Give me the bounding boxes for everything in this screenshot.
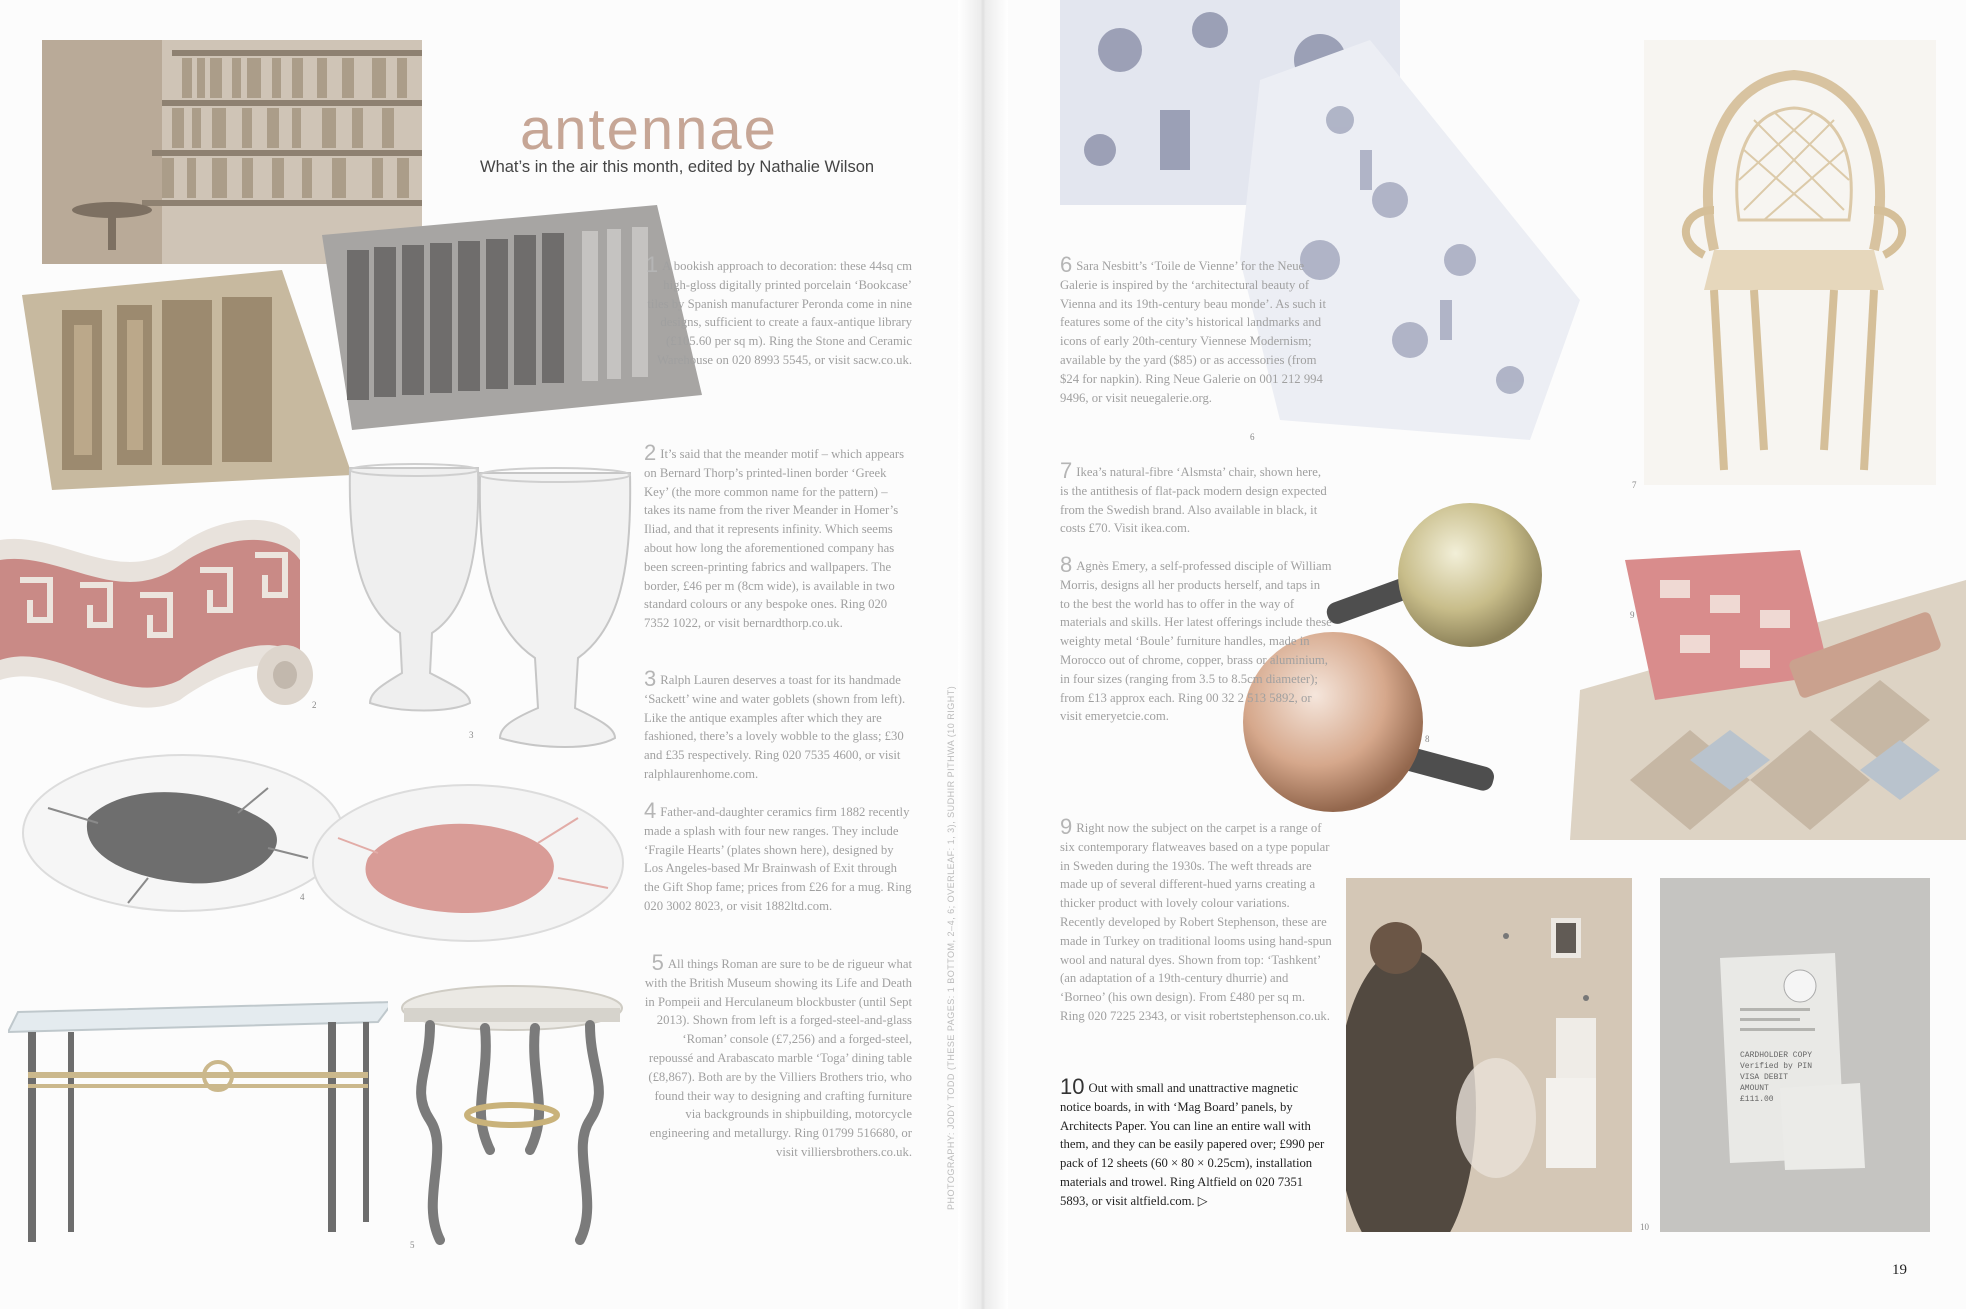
photo-number: 4: [300, 892, 305, 902]
article-number: 4: [644, 798, 657, 823]
page-gutter: [958, 0, 1008, 1309]
receipt-line: AMOUNT: [1740, 1084, 1769, 1093]
article-number: 8: [1060, 552, 1073, 577]
fragile-hearts-plates-photo: [18, 748, 628, 948]
article-text: It’s said that the meander motif – which appears on Bernard Thorp’s printed-linen border ‘Greek Key’ (the more common name for the pattern) – takes its name from the river Meander in Homer’s Iliad, and that it represents infinity. Which seems about how long the aforementioned company has been screen-printing fabrics and wallpapers. The border, £46 per m (8cm wide), is available in two standard colours or any bespoke ones. Ring 020 7352 1022, or visit bernardthorp.co.uk.: [644, 447, 905, 631]
article-2: [644, 440, 912, 633]
receipt-line: VISA DEBIT: [1740, 1073, 1789, 1082]
photo-number: 8: [1425, 734, 1430, 744]
article-1: [640, 252, 912, 370]
mag-board-receipt-photo: [1660, 878, 1930, 1232]
article-text: Ikea’s natural-fibre ‘Alsmsta’ chair, shown here, is the antithesis of flat-pack modern design expected from the Swedish brand. Also available in black, it costs £70. Visit ikea.com.: [1060, 465, 1327, 536]
article-number: 7: [1060, 458, 1073, 483]
article-6: [1060, 252, 1332, 407]
greek-key-border-photo: [0, 500, 315, 710]
photo-number: 5: [410, 1240, 415, 1250]
receipt-line: CARDHOLDER COPY: [1740, 1051, 1813, 1060]
article-number: 5: [651, 950, 664, 975]
alsmsta-chair-photo: [1644, 40, 1936, 485]
receipt-line: £111.00: [1740, 1095, 1774, 1104]
photo-number: 2: [312, 700, 317, 710]
article-text: Father-and-daughter ceramics firm 1882 recently made a splash with four new ranges. They include ‘Fragile Hearts’ (plates shown here), designed by Los Angeles-based Mr Brainwash of Exit through the Gift Shop fame; prices from £26 for a mug. Ring 020 3002 8023, or visit 1882ltd.com.: [644, 805, 912, 913]
article-10: [1060, 1074, 1332, 1211]
photo-number: 6: [1250, 432, 1255, 442]
section-subtitle: What’s in the air this month, edited by Nathalie Wilson: [480, 158, 875, 176]
article-number: 3: [644, 666, 657, 691]
article-text: All things Roman are sure to be de rigueur what with the British Museum showing its Life and Death in Pompeii and Herculaneum blockbuster (until Sept 2013). Shown from left is a forged-steel-and-glass ‘Roman’ console (£7,256) and a forged-steel, repoussé and Arabascato marble ‘Toga’ dining table (£8,867). Both are by the Villiers Brothers trio, who found their way to designing and crafting furniture via backgrounds in shipbuilding, motorcycle engineering and metallurgy. Ring 01799 516680, or visit villiersbrothers.co.uk.: [644, 957, 912, 1159]
article-9: [1060, 814, 1332, 1026]
goblets-photo: [340, 458, 640, 758]
article-text: A bookish approach to decoration: these 44sq cm high-gloss digitally printed porcelain ‘Bookcase’ tiles by Spanish manufacturer Peronda come in nine designs, sufficient to create a faux-antique library (£105.60 per sq m). Ring the Stone and Ceramic Warehouse on 020 8993 5545, or visit sacw.co.uk.: [647, 259, 912, 367]
photo-number: 3: [469, 730, 474, 740]
article-number: 10: [1060, 1074, 1085, 1099]
article-5: [640, 950, 912, 1162]
article-text: Sara Nesbitt’s ‘Toile de Vienne’ for the Neue Galerie is inspired by the ‘architectural beauty of Vienna and its 19th-century beau monde’. As such it features some of the city’s historical landmarks and icons of early 20th-century Viennese Modernism; available by the yard ($85) or as accessories (from $24 for napkin). Ring Neue Galerie on 001 212 994 9496, or visit neuegalerie.org.: [1060, 259, 1326, 405]
article-3: [644, 666, 912, 784]
photo-number: 9: [1630, 610, 1635, 620]
mag-board-wall-photo: [1346, 878, 1632, 1232]
photo-credit-text: PHOTOGRAPHY: JODY TODD (THESE PAGES: 1 BOTTOM, 2–4, 6; OVERLEAF: 1, 3), SUDHIR PITHWA (10 RIGHT): [946, 685, 956, 1210]
section-title: antennae: [520, 97, 778, 162]
article-text: Agnès Emery, a self-professed disciple of William Morris, designs all her products herself, and taps in to the best the world has to offer in the way of materials and skills. Her latest offerings include these weighty metal ‘Boule’ furniture handles, made in Morocco out of chrome, copper, brass or aluminium, in four sizes (ranging from 3.5 to 8.5cm diameter); from £13 approx each. Ring 00 32 2 513 5892, or visit emeryetcie.com.: [1060, 559, 1332, 724]
photo-number: 7: [1632, 480, 1637, 490]
article-number: 1: [645, 252, 659, 277]
article-number: 2: [644, 440, 657, 465]
article-text: Out with small and unattractive magnetic notice boards, in with ‘Mag Board’ panels, by Architects Paper. You can line an entire wall with them, and they can be easily papered over; £990 per pack of 12 sheets (60 × 80 × 0.25cm), installation materials and trowel. Ring Altfield on 020 7351 5893, or visit altfield.com. ▷: [1060, 1081, 1325, 1208]
receipt-line: Verified by PIN: [1740, 1062, 1813, 1071]
toga-dining-table-photo: [390, 980, 630, 1262]
article-7: [1060, 458, 1332, 538]
bookcase-tiles-photo: [22, 205, 702, 490]
roman-console-photo: [8, 992, 388, 1252]
article-number: 6: [1060, 252, 1073, 277]
photo-number: 10: [1640, 1222, 1649, 1232]
article-number: 9: [1060, 814, 1073, 839]
photo-credit: [946, 685, 960, 1210]
article-4: [644, 798, 912, 916]
article-text: Right now the subject on the carpet is a range of six contemporary flatweaves based on a type popular in Sweden during the 1930s. The weft threads are made up of several different-hued yarns creating a thicker product with lovely colour variations. Recently developed by Robert Stephenson, these are made in Turkey on traditional looms using hand-spun wool and natural dyes. Shown from top: ‘Tashkent’ (an adaptation of a 19th-century dhurrie) and ‘Borneo’ (his own design). From £480 per sq m. Ring 020 7225 2343, or visit robertstephenson.co.uk.: [1060, 821, 1332, 1023]
flatweave-rugs-photo: [1570, 540, 1966, 840]
page-number: 19: [1892, 1262, 1907, 1278]
article-8: [1060, 552, 1332, 726]
receipt-text: [1740, 1050, 1835, 1105]
article-text: Ralph Lauren deserves a toast for its handmade ‘Sackett’ wine and water goblets (shown from left). Like the antique examples after which they are fashioned, there’s a lovely wobble to the glass; £30 and £35 respectively. Ring 020 7535 4600, or visit ralphlaurenhome.com.: [644, 673, 906, 781]
